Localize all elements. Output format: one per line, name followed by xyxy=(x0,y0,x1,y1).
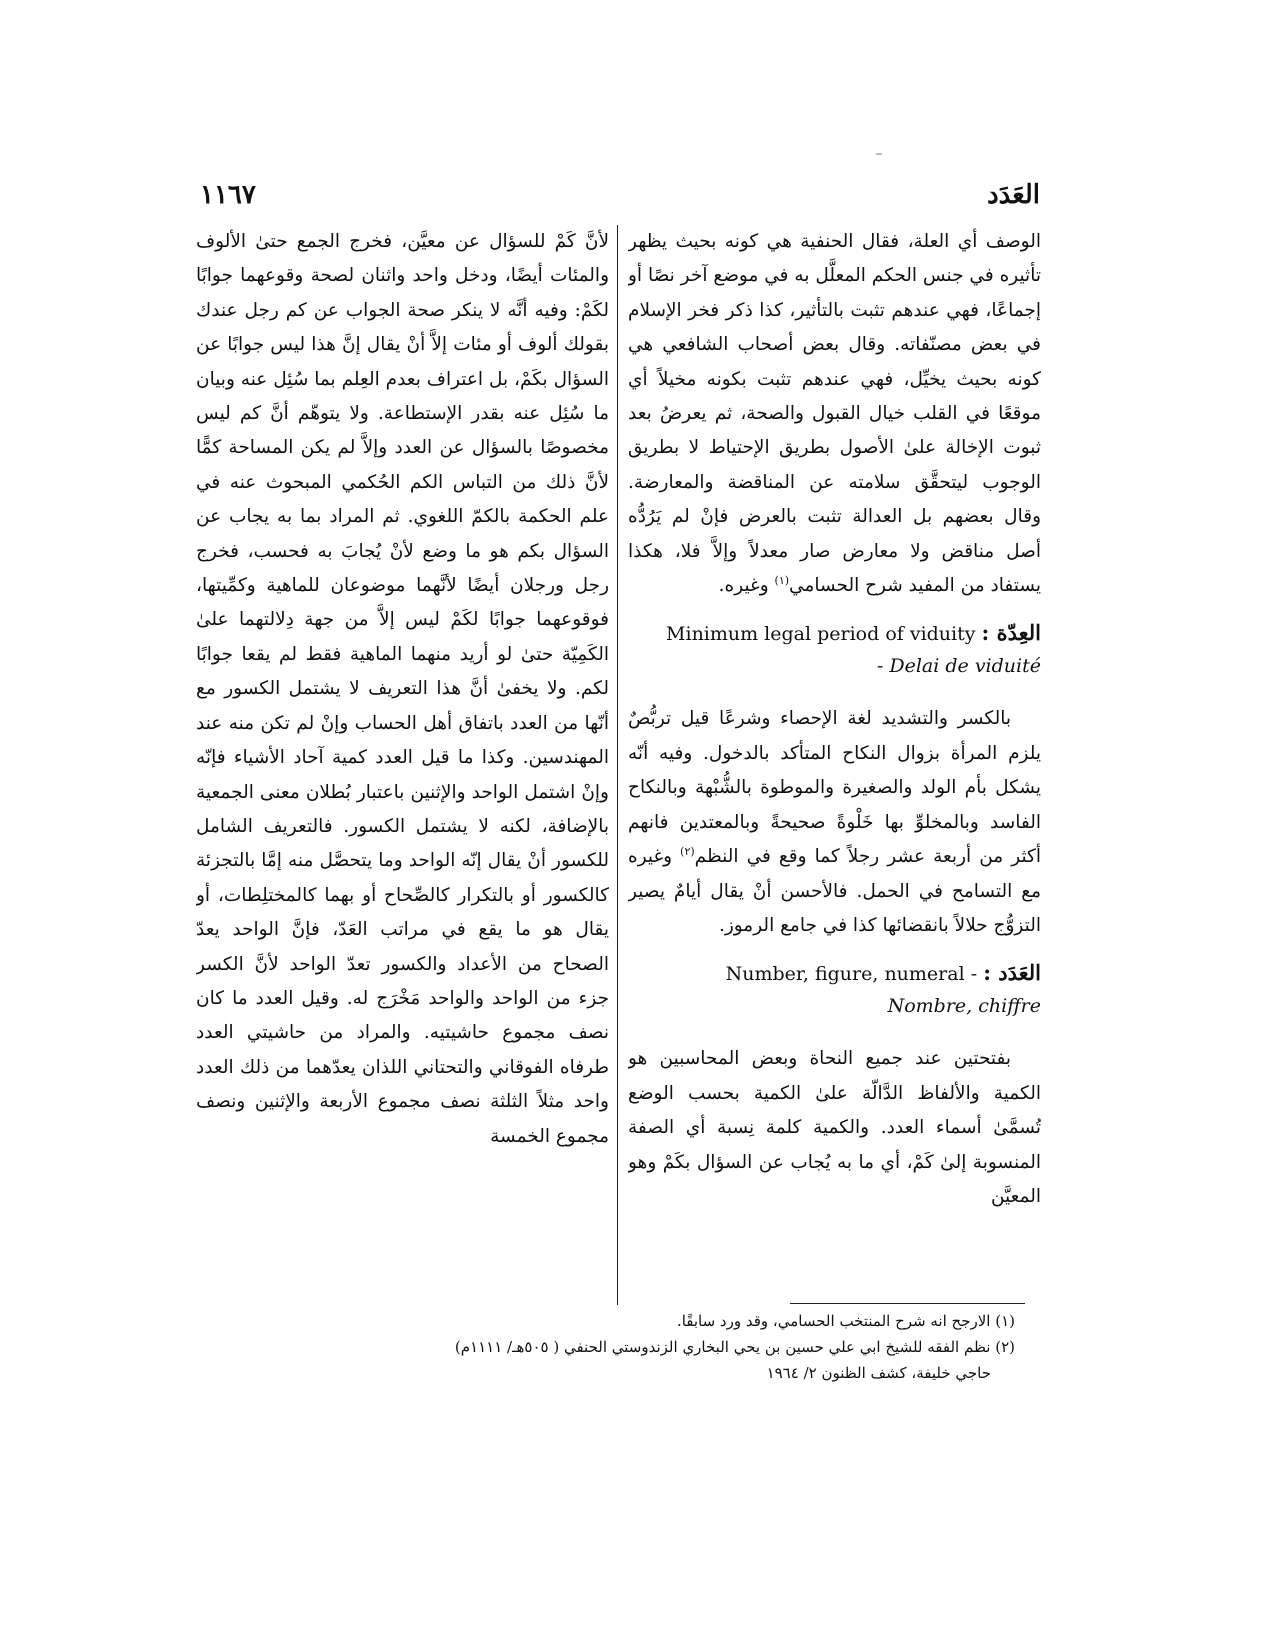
footnote-ref: (٢) xyxy=(680,844,695,858)
left-column xyxy=(196,225,609,1310)
paragraph-text-end: وغيره. xyxy=(718,575,775,597)
footnote-ref: (١) xyxy=(774,573,790,587)
paragraph-text-end: وغيره مع التسامح في الحمل. فالأحسن أنْ يقال أيامٌ يصير التزوُّج حلالاً بانقضائها كذا في جامع الرموز. xyxy=(628,846,1041,936)
scan-speck xyxy=(876,153,882,155)
entry-terms xyxy=(628,957,1041,990)
page-number: ١١٦٧ xyxy=(200,180,256,210)
paragraph: لأنَّ كَمْ للسؤال عن معيَّن، فخرج الجمع حتىٰ الألوف والمئات أيضًا، ودخل واحد واثنان لصحة وقوعهما جوابًا لكَمْ: وفيه أنَّه لا ينكر صحة الجواب عن كم رجل عندك بقولك ألوف أو مئات إلاَّ أنْ يقال إنَّ هذا ليس جوابًا عن السؤال بكَمْ، بل اعتراف بعدم العِلم بما سُئِل عنه وبيان ما سُئِل عنه بقدر الإستطاعة. ولا يتوهّم أنَّ كم ليس مخصوصًا بالسؤال عن العدد وإلاَّ لم يكن المساحة كمًّا لأنَّ ذلك من التباس الكم الحُكمي المبحوث عنه في علم الحكمة بالكمّ اللغوي. ثم المراد بما به يجاب عن السؤال بكم هو ما وضع لأنْ يُجابَ به فحسب، فخرج رجل ورجلان أيضًا لأنَّهما موضوعان للماهية وكمِّيتها، فوقوعهما جوابًا لكَمْ ليس إلاَّ من جهة دِلالتهما علىٰ الكَمِيّة حتىٰ لو أريد منهما الماهية فقط لم يقعا جوابًا لكم. ولا يخفىٰ أنَّ هذا التعريف لا يشتمل الكسور مع أنّها من العدد باتفاق أهل الحساب وإنْ لم تكن منه عند المهندسين. وكذا ما قيل العدد كمية آحاد الأشياء فإنّه وإنْ اشتمل الواحد والإثنين باعتبار بُطلان معنى الجمعية بالإضافة، لكنه لا يشتمل الكسور. فالتعريف الشامل للكسور أنْ يقال إنّه الواحد وما يتحصَّل منه إمَّا بالتجزئة كالكسور أو بالتكرار كالصِّحاح أو بهما كالمختلِطات، أو يقال هو ما يقع في مراتب العَدّ، فإنَّ الواحد يعدّ الصحاح من الأعداد والكسور تعدّ الواحد لأنَّ الكسر جزء من الواحد والواحد مَخْرَج له. وقيل العدد ما كان نصف مجموع حاشيتيه. والمراد من حاشيتي العدد طرفاه الفوقاني والتحتاني اللذان يعدّهما من ذلك العدد واحد مثلاً الثلثة نصف مجموع الأربعة والإثنين ونصف مجموع الخمسة xyxy=(196,231,609,1147)
right-column xyxy=(628,225,1041,1310)
footnote-1: (١) الارجح انه شرح المنتخب الحسامي، وقد ورد سابقًا. xyxy=(676,1312,1015,1330)
entry-terms xyxy=(628,617,1041,650)
entry-english: Number, figure, numeral - xyxy=(725,963,978,986)
paragraph: بفتحتين عند جميع النحاة وبعض المحاسبين هو الكمية والألفاظ الدَّالّة علىٰ الكمية بحسب الوضع تُسمَّىٰ أسماء العدد. والكمية كلمة نِسبة أي الصفة المنسوبة إلىٰ كَمْ، أي ما به يُجاب عن السؤال بكَمْ وهو المعيَّن xyxy=(628,1048,1041,1207)
paragraph xyxy=(628,225,1041,603)
running-head-title: العَدَد xyxy=(987,180,1040,210)
footnote-2-continued: حاجي خليفة، كشف الظنون ٢/ ١٩٦٤ xyxy=(766,1364,991,1382)
entry-french: Nombre, chiffre xyxy=(887,995,1041,1018)
footnote-2: (٢) نظم الفقه للشيخ ابي علي حسين بن يحي البخاري الزندوستي الحنفي ( ٥٠٥هـ/ ١١١١م) xyxy=(454,1338,1015,1356)
dictionary-entry-heading xyxy=(628,957,1041,1022)
footnotes xyxy=(330,1308,1015,1386)
page-header xyxy=(200,180,1040,216)
dictionary-entry-heading xyxy=(628,617,1041,682)
footnote-rule xyxy=(790,1303,1025,1304)
entry-english: Minimum legal period of viduity xyxy=(666,623,976,646)
entry-french: - Delai de viduité xyxy=(876,655,1041,678)
paragraph xyxy=(628,702,1041,943)
column-divider xyxy=(617,225,618,1305)
paragraph-text: بالكسر والتشديد لغة الإحصاء وشرعًا قيل تربُّصٌ يلزم المرأة بزوال النكاح المتأكد بالدخول. وفيه أنّه يشكل بأم الولد والصغيرة والموطوة بالشُّبْهة وبالنكاح الفاسد وبالمخلوِّ بها خَلْوةً صحيحةً وبالمعتدين فانهم أكثر من أربعة عشر رجلاً كما وقع في النظم xyxy=(628,708,1041,868)
paragraph-text: الوصف أي العلة، فقال الحنفية هي كونه بحيث يظهر تأثيره في جنس الحكم المعلَّل به في موضع آخر نصًا أو إجماعًا، فهي عندهم تثبت بالتأثير، كذا ذكر فخر الإسلام في بعض مصنّفاته. وقال بعض أصحاب الشافعي هي كونه بحيث يخيِّل، فهي عندهم تثبت بكونه مخيلاً أي موقعًا في القلب خيال القبول والصحة، ثم يعرضُ بعد ثبوت الإخالة علىٰ الأصول بطريق الإحتياط لا بطريق الوجوب ليتحقَّق سلامته عن المناقضة والمعارضة. وقال بعضهم بل العدالة تثبت بالعرض فإنْ لم يَرُدُّه أصل مناقض ولا معارض صار معدلاً وإلاَّ فلا، هكذا يستفاد من المفيد شرح الحسامي xyxy=(628,231,1041,597)
entry-arabic-term: العَدَد : xyxy=(983,960,1041,986)
entry-arabic-term: العِدّة : xyxy=(981,620,1041,646)
